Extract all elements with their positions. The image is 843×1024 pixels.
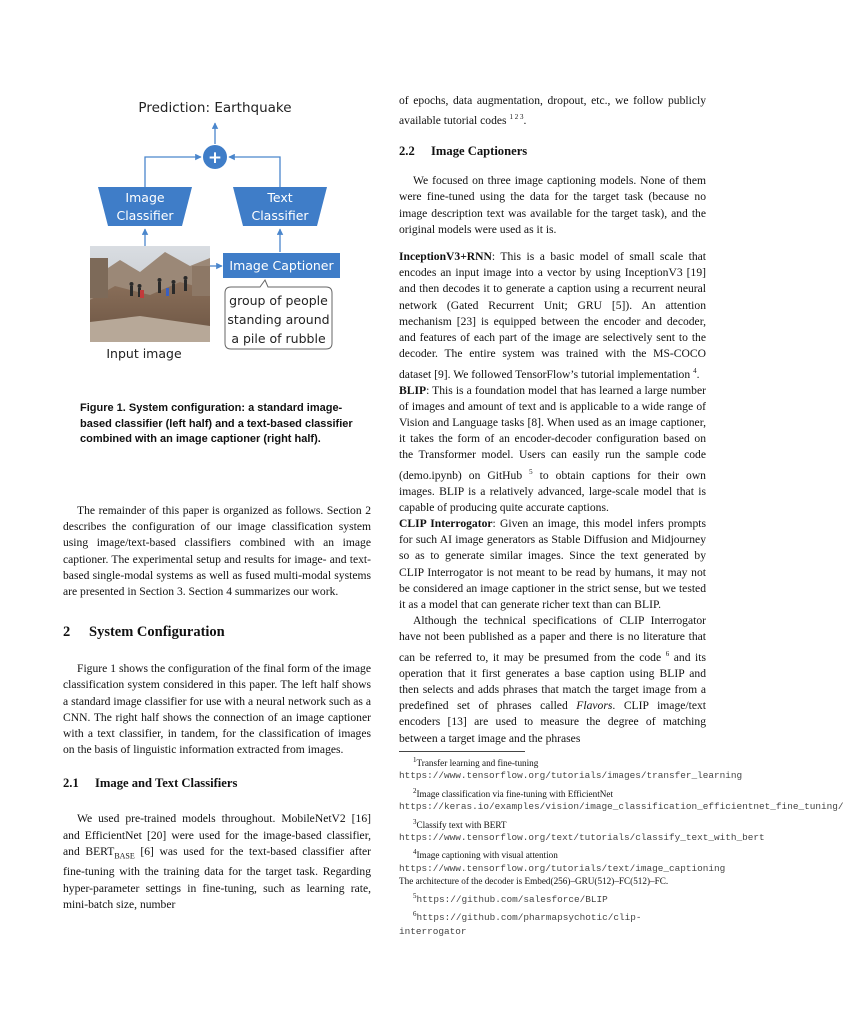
input-image-label: Input image: [106, 346, 182, 361]
subsection-title: Image Captioners: [431, 144, 528, 159]
footnote-1: $^1$Transfer learning and fine-tuning https://www.tensorflow.org/tutorials/images/transfer_learning: [399, 755, 743, 782]
footnote-link[interactable]: https://github.com/pharmapsychotic/clip-interrogator: [399, 912, 642, 937]
footnote-link[interactable]: https://www.tensorflow.org/tutorials/text/image_captioning: [399, 862, 726, 874]
section-number: 2: [63, 624, 71, 641]
section-title: System Configuration: [89, 624, 225, 641]
svg-text:Classifier: Classifier: [251, 208, 309, 223]
svg-text:Classifier: Classifier: [116, 208, 174, 223]
image-captioner-box: [223, 253, 340, 278]
sum-node: [203, 145, 227, 169]
section-2-1-paragraph: We used pre-trained models throughout. MobileNetV2 [16] and EfficientNet [20] were used for the image-based classifier, and $BERT_{BASE}$ [6] was used for the text-based classifier after fine-tuning with the training data for the target task. Regarding hyper-parameter settings in fine-tuning, such as learning rate, mini-batch size, number: [63, 812, 371, 911]
svg-text:Image: Image: [125, 190, 165, 205]
footnote-link[interactable]: https://keras.io/examples/vision/image_classification_efficientnet_fine_tuning/: [399, 801, 843, 813]
svg-text:a pile of rubble: a pile of rubble: [231, 331, 326, 346]
footnote-link[interactable]: https://www.tensorflow.org/text/tutorials/classify_text_with_bert: [399, 831, 765, 843]
footnote-link[interactable]: https://github.com/salesforce/BLIP: [416, 893, 608, 905]
inception-paragraph: InceptionV3+RNN: This is a basic model of small scale that encodes an input image into a vector by using InceptionV3 [19] and then decodes it to generate a caption using a recurrent neural network (Gated Recurrent Unit; GRU [5]). An attention mechanism [23] is equipped between the encoder and decoder, and features of each part of the image are selectively sent to the decoder. The entire system was trained with the MS-COCO dataset [9]. We followed TensorFlow’s tutorial implementation $^4$.: [399, 250, 706, 381]
image-classifier-box: [98, 187, 192, 226]
footnote-rule: [399, 751, 525, 752]
section-2-2-paragraph: We focused on three image captioning models. None of them were fine-tuned using the data for the target task (because no image description text was available for the target task), and the original models were used as it is.: [399, 174, 706, 236]
system-diagram: [80, 90, 370, 370]
section-2-heading: [63, 624, 371, 641]
svg-text:Image Captioner: Image Captioner: [229, 258, 334, 273]
section-2-paragraph: Figure 1 shows the configuration of the final form of the image classification system considered in this paper. The left half shows a standard image classifier for use with a neural network such as a CNN. The right half shows the connection of an image captioner with a text classifier, in tandem, for the classification of images on the basis of linguistic information extracted from images.: [63, 662, 371, 757]
technical-paragraph: Although the technical specifications of CLIP Interrogator have not been published as a paper and there is no literature that can be referred to, it may be presumed from the code $^6$ and its operation that it first generates a base caption using BLIP and then selects and adds phrases that match the target image from a predefined set of phrases called Flavors. CLIP image/text encoders [13] are used to measure the degree of matching between a target image and the phrases: [399, 614, 706, 745]
footnote-6: $^6$https://github.com/pharmapsychotic/clip-interrogator: [399, 910, 642, 937]
figure-label: Figure 1.: [80, 402, 126, 414]
clip-paragraph: CLIP Interrogator: Given an image, this model infers prompts for such AI image generators as Stable Diffusion and Midjourney so as to generate similar images. Since the text generated by CLIP Interrogator is not meant to be read by humans, it may not be considered an image captioner in the strict sense, but we tested it as a model that can generate richer text than can BLIP.: [399, 517, 706, 612]
svg-text:Text: Text: [267, 190, 293, 205]
input-image: [90, 246, 210, 342]
subsection-title: Image and Text Classifiers: [95, 776, 238, 791]
footnote-5: $^5$https://github.com/salesforce/BLIP: [413, 891, 608, 905]
svg-text:group of people: group of people: [229, 293, 328, 308]
footnote-link[interactable]: https://www.tensorflow.org/tutorials/images/transfer_learning: [399, 770, 743, 782]
blip-paragraph: BLIP: This is a foundation model that has learned a large number of images and amount of text and is applicable to a wide range of Vision and Language tasks [8]. When used as an image captioner, it takes the form of an encoder-decoder configuration based on the Transformer model. Users can easily run the sample code (demo.ipynb) on GitHub $^5$ to obtain captions for their own images. BLIP is a relatively advanced, large-scale model that is capable of producing quite accurate captions.: [399, 383, 706, 514]
figure-1: [80, 90, 370, 370]
footnote-2: $^2$Image classification via fine-tuning with EfficientNet https://keras.io/examples/vision/image_classification_efficientnet_fine_tuning/: [399, 786, 843, 813]
footnotes: [399, 754, 843, 938]
continuation-paragraph: of epochs, data augmentation, dropout, etc., we follow publicly available tutorial codes $^{1 2 3}$.: [399, 94, 706, 128]
footnote-4: $^4$Image captioning with visual attention https://www.tensorflow.org/tutorials/text/image_captioning The architecture of the decoder is Embed(256)–GRU(512)–FC(512)–FC.: [399, 848, 726, 887]
footnote-3: $^3$Classify text with BERT https://www.tensorflow.org/text/tutorials/classify_text_with_bert: [399, 817, 765, 843]
section-2-2-heading: [399, 144, 706, 159]
text-classifier-box: [233, 187, 327, 226]
svg-text:standing around: standing around: [227, 312, 330, 327]
prediction-label: Prediction: Earthquake: [138, 100, 292, 116]
left-column: [63, 503, 371, 913]
right-column: [399, 93, 843, 938]
intro-paragraph: The remainder of this paper is organized as follows. Section 2 describes the configuration of our image classification system using image/text-based classifiers combined with an image captioner. The experimental setup and results for image- and text-based single-modal systems as well as fused multi-modal systems are presented in Section 3. Section 4 summarizes our work.: [63, 504, 371, 599]
figure-caption-text: System configuration: a standard image-based classifier (left half) and a text-based classifier combined with an image captioner (right half).: [80, 402, 353, 445]
figure-caption: [80, 401, 372, 448]
section-2-1-heading: [63, 776, 371, 791]
caption-bubble: [225, 280, 332, 349]
subsection-number: 2.1: [63, 776, 79, 791]
svg-text:+: +: [207, 148, 223, 168]
subsection-number: 2.2: [399, 144, 415, 159]
